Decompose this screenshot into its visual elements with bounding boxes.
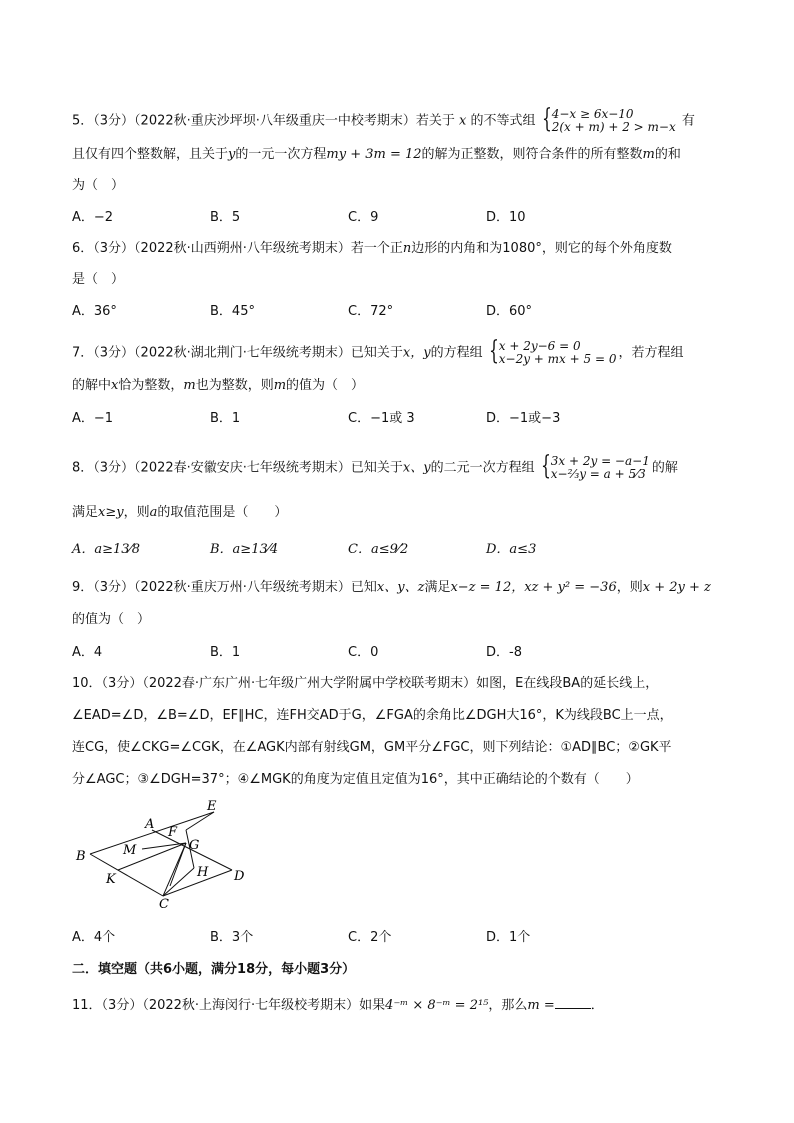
system-row: x−⅔y = a + 5⁄3 (550, 467, 646, 481)
q9-option-d[interactable]: D．-8 (486, 645, 522, 660)
q6-line2: 是（ ） (72, 272, 125, 287)
q8-equation-system (540, 451, 650, 481)
q9-text: ，则 (616, 580, 643, 595)
label-E: E (207, 800, 217, 814)
brace-icon: { (488, 336, 499, 366)
segment-HC (163, 868, 194, 896)
q9-text: 满足 (424, 580, 451, 595)
q9-var: x、y、z (376, 580, 425, 595)
q9-option-b[interactable]: B．1 (210, 645, 241, 660)
q6-var: n (402, 241, 412, 256)
system-row: 2(x + m) + 2 > m−x (551, 120, 676, 134)
q6-option-c[interactable]: C．72° (348, 304, 394, 319)
q7-var: m (273, 378, 287, 393)
q7-option-a[interactable]: A．−1 (72, 411, 114, 426)
q5-option-d[interactable]: D．10 (486, 210, 526, 225)
q10-option-a[interactable]: A．4个 (72, 930, 116, 945)
q10-geometry-figure (70, 800, 330, 910)
q9-line2: 的值为（ ） (72, 612, 151, 627)
q9-expression: x + 2y + z (642, 580, 711, 595)
system-row: 3x + 2y = −a−1 (550, 454, 650, 468)
q8-line1 (72, 451, 678, 481)
q6-option-b[interactable]: B．45° (210, 304, 255, 319)
q10-line4: 分∠AGC；③∠DGH=37°；④∠MGK的角度为定值且定值为16°，其中正确结论的个数有（ ） (72, 772, 639, 787)
q11-var: m = (527, 998, 555, 1013)
q5-text: 的解为正整数，则符合条件的所有整数 (421, 147, 643, 162)
q7-option-b[interactable]: B．1 (210, 411, 241, 426)
q6-text: 6．（3分）（2022秋·山西朔州·八年级统考期末）若一个正 (72, 241, 403, 256)
q5-line1 (72, 104, 695, 134)
q11-text: ，那么 (488, 998, 528, 1013)
q5-inequality-system (541, 104, 676, 134)
label-C: C (159, 897, 169, 910)
label-H: H (197, 865, 209, 880)
q7-var: x，y (402, 345, 431, 361)
q7-line1 (72, 336, 684, 366)
q9-option-a[interactable]: A．4 (72, 645, 103, 660)
q11-answer-blank[interactable] (555, 996, 591, 1009)
q7-text: 恰为整数， (118, 378, 184, 393)
q9-equation: x−z = 12，xz + y² = −36 (450, 580, 617, 595)
q5-text: 的不等式组 (470, 113, 536, 129)
q8-option-c[interactable]: C．a≤9⁄2 (348, 542, 409, 557)
q8-option-b[interactable]: B．a≥13⁄4 (210, 542, 279, 557)
q5-var: x (459, 113, 467, 129)
q7-option-c[interactable]: C．−1或 3 (348, 411, 415, 426)
q7-text: ，若方程组 (618, 345, 684, 361)
section-heading: 二．填空题（共6小题，满分18分，每小题3分） (72, 962, 356, 977)
q7-text: 也为整数，则 (195, 378, 274, 393)
q7-equation-system (488, 336, 617, 366)
q6-option-a[interactable]: A．36° (72, 304, 117, 319)
q11-line1 (72, 996, 604, 1015)
q8-text: ，则 (123, 505, 150, 520)
q5-text: 且仅有四个整数解，且关于 (72, 147, 229, 162)
q5-line3: 为（ ） (72, 178, 125, 193)
system-row: x−2y + mx + 5 = 0 (498, 352, 617, 366)
q5-text: 有 (681, 113, 695, 129)
q8-text: 满足 (72, 505, 99, 520)
q7-text: 的方程组 (430, 345, 483, 361)
q9-line1 (72, 579, 711, 597)
segment-G-inner (170, 843, 186, 886)
q6-line1 (72, 240, 672, 258)
system-row: 4−x ≥ 6x−10 (551, 107, 634, 121)
q8-var: a (149, 505, 158, 520)
q8-line2 (72, 504, 287, 522)
q8-text: 的取值范围是（ ） (157, 505, 288, 520)
label-B: B (76, 849, 86, 864)
q5-text: 5．（3分）（2022秋·重庆沙坪坝·八年级重庆一中校考期末）若关于 (72, 113, 455, 129)
q10-option-b[interactable]: B．3个 (210, 930, 254, 945)
q10-option-d[interactable]: D．1个 (486, 930, 531, 945)
q8-var: x、y (402, 460, 431, 476)
q5-option-b[interactable]: B．5 (210, 210, 241, 225)
q7-var: m (183, 378, 196, 393)
segment-BC (90, 854, 163, 896)
brace-icon: { (541, 104, 552, 134)
label-G: G (189, 838, 200, 853)
q6-option-d[interactable]: D．60° (486, 304, 533, 319)
q7-var: x (111, 378, 119, 393)
q5-equation: my + 3m = 12 (326, 147, 422, 162)
q5-var: y (228, 147, 236, 162)
label-A: A (145, 817, 155, 832)
q10-line3: 连CG，使∠CKG=∠CGK，在∠AGK内部有射线GM，GM平分∠FGC，则下列结论：①AD∥BC；②GK平 (72, 740, 672, 755)
q5-var: m (642, 147, 655, 162)
q10-option-c[interactable]: C．2个 (348, 930, 392, 945)
q5-option-c[interactable]: C．9 (348, 210, 379, 225)
q7-line2 (72, 377, 364, 395)
q7-text: 的解中 (72, 378, 112, 393)
q7-text: 的值为（ ） (286, 378, 365, 393)
q8-condition: x≥y (98, 505, 124, 520)
q6-text: 边形的内角和为1080°，则它的每个外角度数 (411, 241, 672, 256)
segment-EF (186, 812, 214, 830)
q10-line2: ∠EAD=∠D，∠B=∠D，EF∥HC，连FH交AD于G，∠FGA的余角比∠DGH大16°，K为线段BC上一点， (72, 708, 673, 723)
q10-line1: 10．（3分）（2022春·广东广州·七年级广州大学附属中学校联考期末）如图，E在线段BA的延长线上， (72, 676, 659, 691)
q5-line2 (72, 146, 681, 164)
q8-text: 8．（3分）（2022春·安徽安庆·七年级统考期末）已知关于 (72, 460, 403, 476)
label-M: M (123, 843, 137, 858)
label-K: K (106, 872, 116, 887)
q9-option-c[interactable]: C．0 (348, 645, 379, 660)
q7-text: 7．（3分）（2022秋·湖北荆门·七年级统考期末）已知关于 (72, 345, 403, 361)
system-row: x + 2y−6 = 0 (498, 339, 581, 353)
q9-text: 9．（3分）（2022秋·重庆万州·八年级统考期末）已知 (72, 580, 377, 595)
q8-option-d[interactable]: D．a≤3 (486, 542, 537, 557)
q11-text: 11．（3分）（2022秋·上海闵行·七年级校考期末）如果 (72, 998, 386, 1013)
q8-text: 的解 (651, 460, 678, 476)
q11-text: ． (590, 998, 604, 1013)
brace-icon: { (540, 451, 551, 481)
q7-option-d[interactable]: D．−1或−3 (486, 411, 561, 426)
label-F: F (168, 825, 178, 840)
q8-option-a[interactable]: A．a≥13⁄8 (72, 542, 141, 557)
q8-text: 的二元一次方程组 (430, 460, 535, 476)
q5-option-a[interactable]: A．−2 (72, 210, 114, 225)
label-D: D (234, 869, 245, 884)
q5-text: 的一元一次方程 (235, 147, 327, 162)
q11-equation: 4⁻ᵐ × 8⁻ᵐ = 2¹⁵ (385, 998, 489, 1013)
q5-text: 的和 (654, 147, 681, 162)
